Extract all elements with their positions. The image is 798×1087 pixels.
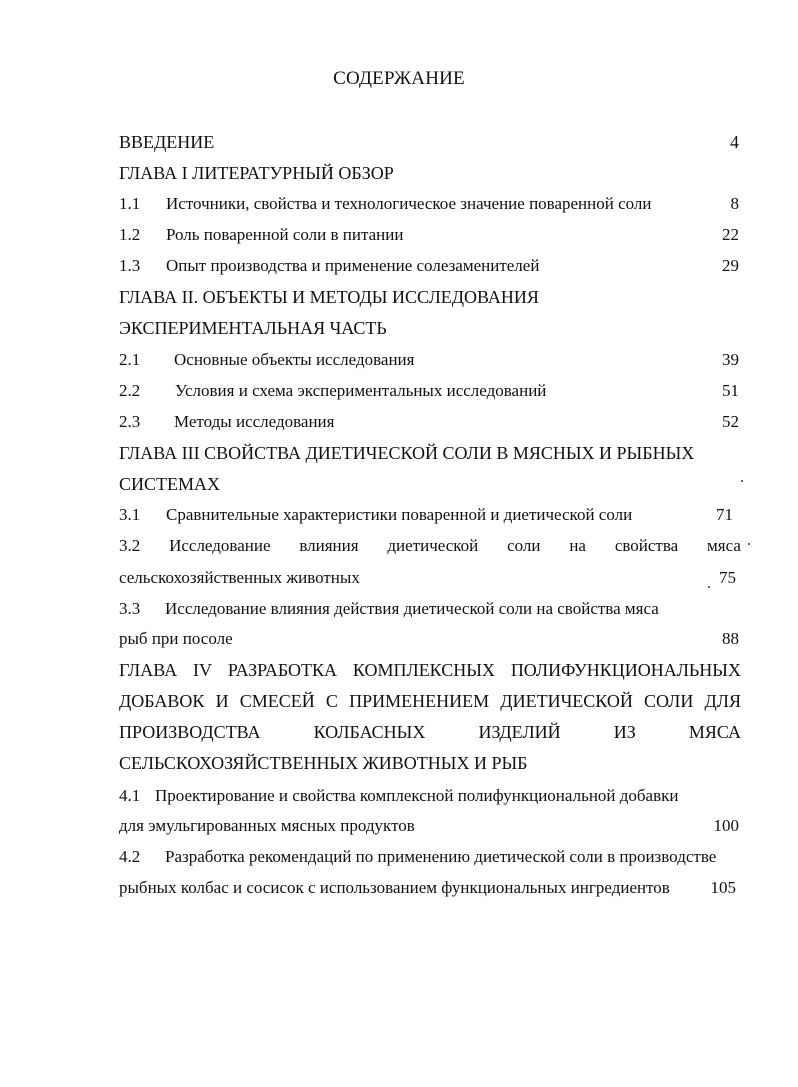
section-number: 3.1 xyxy=(119,505,141,524)
chapter-title-word: ИЗДЕЛИЙ xyxy=(478,722,561,742)
section-title-word: свойства xyxy=(614,536,679,555)
section-title: рыб при посоле xyxy=(119,629,233,648)
scan-speck xyxy=(748,543,750,545)
chapter-title-word: ДЛЯ xyxy=(704,691,741,711)
toc-page-number: 4 xyxy=(730,132,739,152)
toc-page-number: 75 xyxy=(719,568,736,587)
section-title-word: влияния xyxy=(299,536,359,555)
toc-page-number: 71 xyxy=(716,505,733,524)
section-title: сельскохозяйственных животных xyxy=(119,568,360,587)
chapter-title-word: ПРОИЗВОДСТВА xyxy=(119,722,261,742)
section-title-word: на xyxy=(569,536,586,555)
chapter-title-word: И xyxy=(215,691,229,711)
section-number: 1.1 xyxy=(119,194,141,213)
chapter-title-word: ИЗ xyxy=(613,722,636,742)
chapter-title-word: СОЛИ xyxy=(644,691,694,711)
chapter-title-text: ГЛАВА I ЛИТЕРАТУРНЫЙ ОБЗОР xyxy=(119,163,394,183)
section-title-word: Исследование xyxy=(169,536,271,555)
chapter-title-text: ГЛАВА II. ОБЪЕКТЫ И МЕТОДЫ ИССЛЕДОВАНИЯ xyxy=(119,287,539,307)
chapter-title-word: СМЕСЕЙ xyxy=(239,691,315,711)
chapter-title-text: СЕЛЬСКОХОЗЯЙСТВЕННЫХ ЖИВОТНЫХ И РЫБ xyxy=(119,753,528,773)
section-title: Условия и схема экспериментальных исследований xyxy=(175,381,547,400)
section-number: 2.1 xyxy=(119,350,141,369)
section-number: 2.2 xyxy=(119,381,141,400)
chapter-title-word: ДИЕТИЧЕСКОЙ xyxy=(500,691,633,711)
section-number: 2.3 xyxy=(119,412,141,431)
section-title: Исследование влияния действия диетической соли на свойства мяса xyxy=(165,599,659,618)
section-title: Основные объекты исследования xyxy=(174,350,415,369)
section-title-word: диетической xyxy=(387,536,479,555)
chapter-4-title-line3[interactable] xyxy=(119,721,741,743)
chapter-title-word: РАЗРАБОТКА xyxy=(227,660,338,680)
chapter-title-word: ДОБАВОК xyxy=(119,691,205,711)
chapter-4-title-line1[interactable] xyxy=(119,659,741,681)
section-title-word: мяса xyxy=(707,536,741,555)
toc-page-number: 8 xyxy=(730,194,739,213)
chapter-title-word: КОМПЛЕКСНЫХ xyxy=(352,660,495,680)
toc-label: ВВЕДЕНИЕ xyxy=(119,132,215,152)
section-title: Разработка рекомендаций по применению диетической соли в производстве xyxy=(165,847,717,866)
section-title: Роль поваренной соли в питании xyxy=(166,225,404,244)
section-number: 3.2 xyxy=(119,536,141,555)
section-number: 1.2 xyxy=(119,225,141,244)
toc-entry-3-2-line1[interactable] xyxy=(119,535,741,557)
chapter-title-word: ПОЛИФУНКЦИОНАЛЬНЫХ xyxy=(510,660,741,680)
section-number: 4.1 xyxy=(119,786,141,805)
section-title: Опыт производства и применение солезаменителей xyxy=(166,256,540,275)
toc-page-number: 29 xyxy=(722,256,739,275)
section-title: Методы исследования xyxy=(174,412,335,431)
chapter-title-word: МЯСА xyxy=(688,722,741,742)
chapter-title-text: СИСТЕМАХ xyxy=(119,474,221,494)
section-number: 4.2 xyxy=(119,847,141,866)
toc-page-number: 105 xyxy=(710,878,736,897)
toc-page-number: 100 xyxy=(713,816,739,835)
chapter-title-word: С xyxy=(325,691,338,711)
section-title: Источники, свойства и технологическое значение поваренной соли xyxy=(166,194,652,213)
section-title: Проектирование и свойства комплексной полифункциональной добавки xyxy=(155,786,679,805)
chapter-title-word: ГЛАВА xyxy=(119,660,178,680)
scan-speck xyxy=(741,480,743,482)
scan-speck xyxy=(708,586,710,588)
section-title: для эмульгированных мясных продуктов xyxy=(119,816,415,835)
chapter-title-word: ПРИМЕНЕНИЕМ xyxy=(349,691,490,711)
toc-page-number: 22 xyxy=(722,225,739,244)
section-number: 3.3 xyxy=(119,599,141,618)
chapter-4-title-line2[interactable] xyxy=(119,690,741,712)
section-title: рыбных колбас и сосисок с использованием функциональных ингредиентов xyxy=(119,878,670,897)
chapter-title-word: IV xyxy=(193,660,212,680)
chapter-title-text: ГЛАВА III СВОЙСТВА ДИЕТИЧЕСКОЙ СОЛИ В МЯСНЫХ И РЫБНЫХ xyxy=(119,443,695,463)
toc-page-number: 88 xyxy=(722,629,739,648)
toc-page-number: 39 xyxy=(722,350,739,369)
section-number: 1.3 xyxy=(119,256,141,275)
section-title-word: соли xyxy=(507,536,541,555)
page-title: СОДЕРЖАНИЕ xyxy=(333,68,465,89)
chapter-title-text: ЭКСПЕРИМЕНТАЛЬНАЯ ЧАСТЬ xyxy=(119,318,387,338)
toc-page-number: 51 xyxy=(722,381,739,400)
section-title: Сравнительные характеристики поваренной и диетической соли xyxy=(166,505,633,524)
toc-page-number: 52 xyxy=(722,412,739,431)
chapter-title-word: КОЛБАСНЫХ xyxy=(313,722,426,742)
